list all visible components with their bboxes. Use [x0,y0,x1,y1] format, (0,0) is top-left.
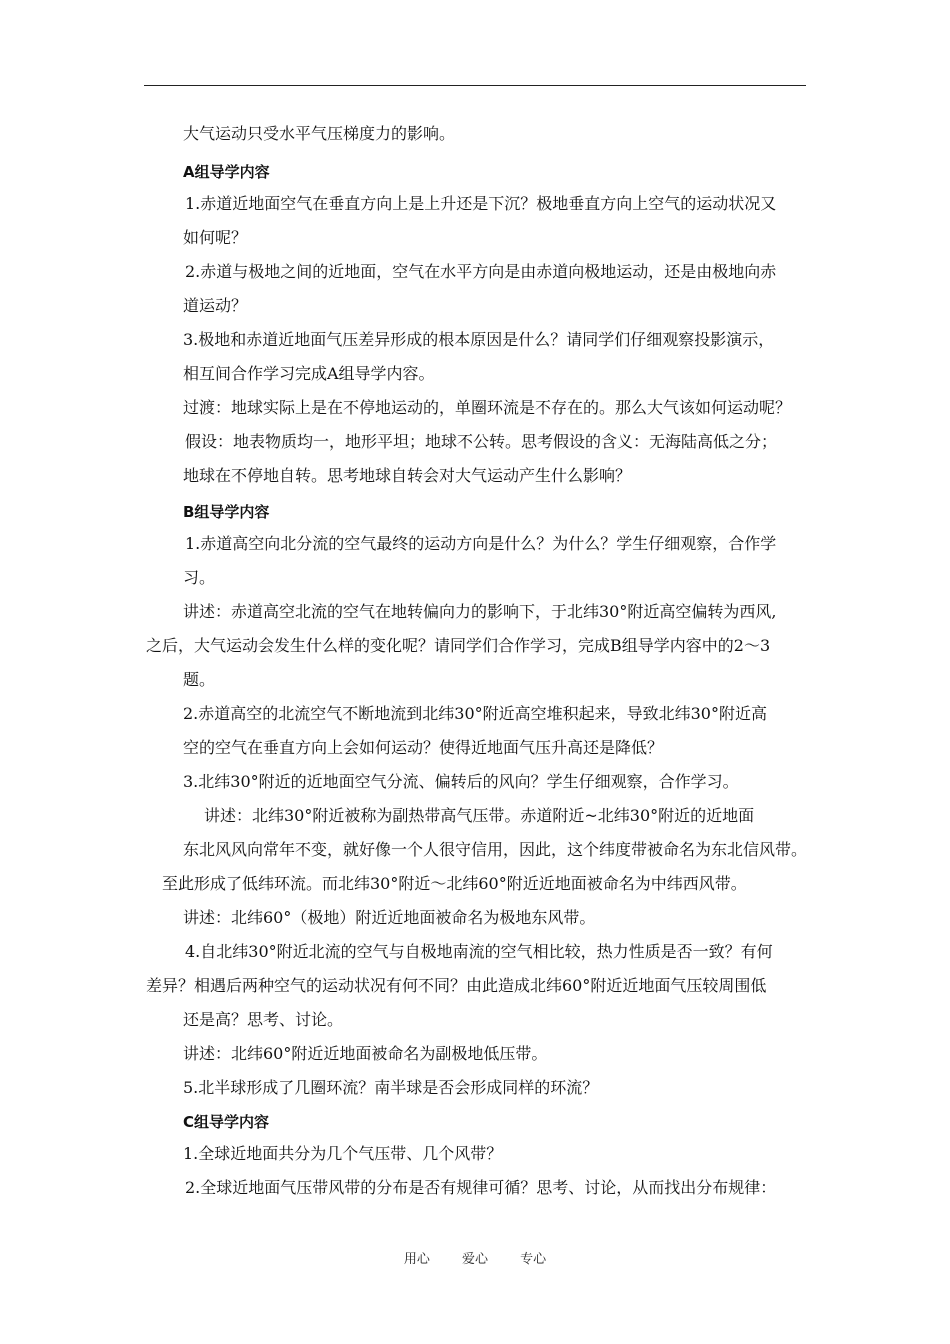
text-line: 习。 [183,568,216,587]
footer-item: 专心 [520,1252,547,1267]
text-line: 2.赤道高空的北流空气不断地流到北纬30°附近高空堆积起来，导致北纬30°附近高 [183,704,767,723]
text-line: 2.全球近地面气压带风带的分布是否有规律可循？思考、讨论，从而找出分布规律： [185,1178,777,1197]
text-line: 差异？相遇后两种空气的运动状况有何不同？由此造成北纬60°附近近地面气压较周围低 [146,976,767,995]
text-line: 讲述：北纬60°附近近地面被命名为副极地低压带。 [183,1044,548,1063]
text-line: 如何呢？ [183,228,248,247]
text-line: 2.赤道与极地之间的近地面，空气在水平方向是由赤道向极地运动，还是由极地向赤 [185,262,777,281]
text-line: 大气运动只受水平气压梯度力的影响。 [183,124,456,143]
text-line: 空的空气在垂直方向上会如何运动？使得近地面气压升高还是降低？ [183,738,664,757]
text-line: 5.北半球形成了几圈环流？南半球是否会形成同样的环流？ [183,1078,599,1097]
text-line: 道运动？ [183,296,248,315]
text-line: 地球在不停地自转。思考地球自转会对大气运动产生什么影响？ [183,466,632,485]
text-line: 讲述：北纬60°（极地）附近近地面被命名为极地东风带。 [183,908,596,927]
section-heading-c: C组导学内容 [183,1113,270,1131]
text-line: 之后，大气运动会发生什么样的变化呢？请同学们合作学习，完成B组导学内容中的2～3 [146,636,771,655]
text-line: 讲述：北纬30°附近被称为副热带高气压带。赤道附近~北纬30°附近的近地面 [204,806,755,825]
text-line: 题。 [183,670,216,689]
text-line: 1.赤道高空向北分流的空气最终的运动方向是什么？为什么？学生仔细观察，合作学 [185,534,777,553]
text-line: 假设：地表物质均一，地形平坦；地球不公转。思考假设的含义：无海陆高低之分； [185,432,778,451]
text-line: 过渡：地球实际上是在不停地运动的，单圈环流是不存在的。那么大气该如何运动呢？ [183,398,792,417]
text-line: 3.北纬30°附近的近地面空气分流、偏转后的风向？学生仔细观察，合作学习。 [183,772,739,791]
section-heading-a: A组导学内容 [183,163,270,181]
page-footer [0,1248,950,1267]
footer-item: 用心 [403,1252,430,1267]
text-line: 东北风风向常年不变，就好像一个人很守信用，因此，这个纬度带被命名为东北信风带。 [183,840,808,859]
text-line: 4.自北纬30°附近北流的空气与自极地南流的空气相比较，热力性质是否一致？有何 [185,942,773,961]
section-heading-b: B组导学内容 [183,503,270,521]
text-line: 讲述：赤道高空北流的空气在地转偏向力的影响下，于北纬30°附近高空偏转为西风, [183,602,777,621]
text-line: 还是高？思考、讨论。 [183,1010,344,1029]
footer-item: 爱心 [461,1252,488,1267]
header-rule [144,85,806,86]
text-line: 1.全球近地面共分为几个气压带、几个风带？ [183,1144,503,1163]
text-line: 3.极地和赤道近地面气压差异形成的根本原因是什么？请同学们仔细观察投影演示， [183,330,775,349]
text-line: 1.赤道近地面空气在垂直方向上是上升还是下沉？极地垂直方向上空气的运动状况又 [185,194,777,213]
text-line: 相互间合作学习完成A组导学内容。 [183,364,435,383]
text-line: 至此形成了低纬环流。而北纬30°附近～北纬60°附近近地面被命名为中纬西风带。 [162,874,747,893]
